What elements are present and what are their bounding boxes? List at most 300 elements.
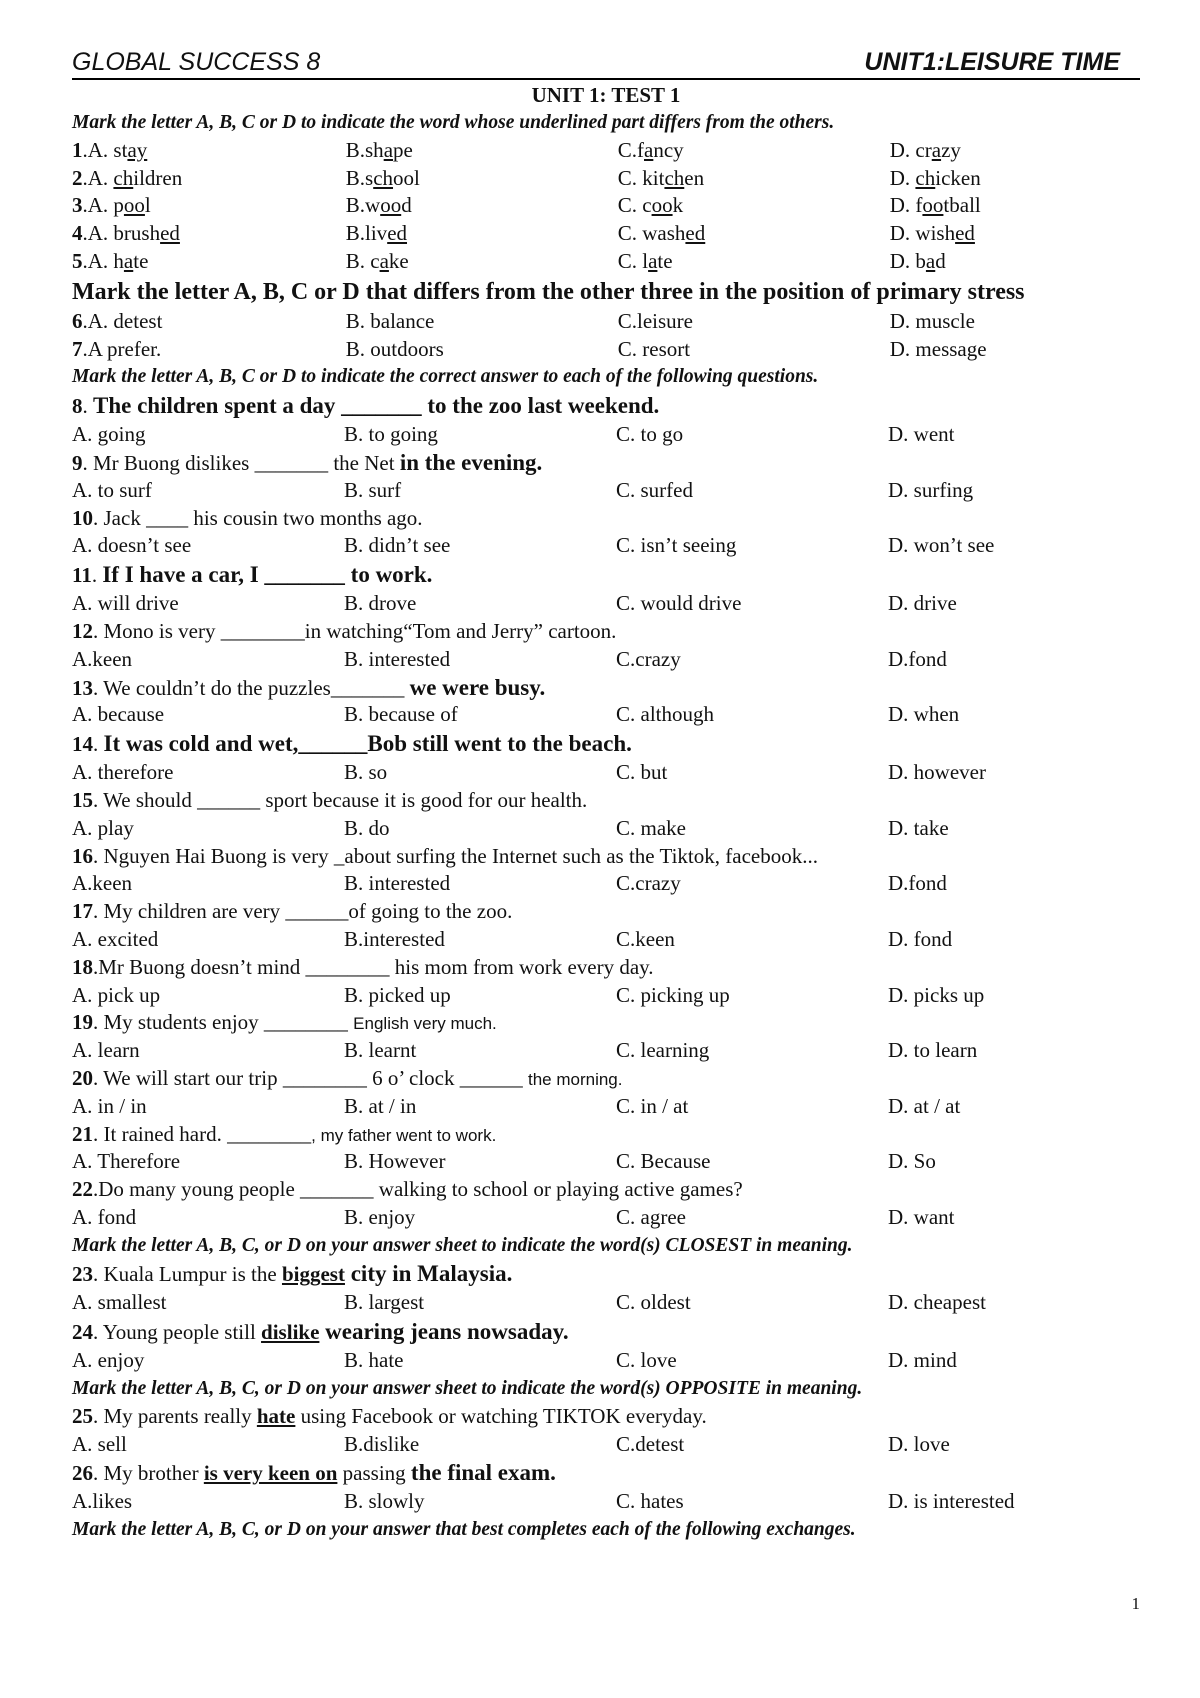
text-segment: B. c	[345, 248, 380, 273]
text-segment: We should ______ sport because it is good for our health.	[103, 787, 588, 812]
answer-option	[346, 137, 618, 165]
text-segment: C. l	[617, 248, 649, 273]
answer-options	[72, 590, 1140, 618]
text-segment: C.leisure	[617, 308, 693, 333]
answer-option	[616, 1289, 888, 1317]
answer-option	[72, 1488, 344, 1516]
page-number: 1	[1131, 1594, 1140, 1613]
text-segment: D. So	[888, 1149, 936, 1174]
text-segment: in the evening.	[399, 449, 543, 475]
text-segment: en	[684, 165, 705, 190]
answer-option	[72, 1431, 344, 1459]
text-segment: a	[925, 248, 936, 273]
question-stem: 2 . A. children B.school C. kitchen D. chicken	[72, 165, 1140, 193]
question-number: 26	[72, 1461, 93, 1486]
question-number: 4	[72, 221, 83, 246]
text-segment: tball	[943, 193, 981, 218]
text-segment: C. Because	[616, 1149, 711, 1174]
section-instruction: Mark the letter A, B, C or D to indicate the word whose underlined part differs from the others.	[72, 112, 835, 133]
header-left: GLOBAL SUCCESS 8	[72, 48, 321, 76]
text-segment: C. resort	[617, 336, 691, 361]
text-segment: B. at / in	[344, 1093, 417, 1118]
text-segment: oo	[380, 193, 402, 218]
question-number: 5	[72, 248, 83, 273]
answer-option	[344, 1037, 616, 1065]
text-segment: pe	[393, 137, 413, 162]
answer-option	[618, 248, 890, 276]
sections	[72, 109, 1140, 1544]
text-segment: B.interested	[344, 926, 445, 951]
text-segment: B. learnt	[344, 1038, 417, 1063]
answer-option	[72, 590, 344, 618]
answer-option	[616, 1204, 888, 1232]
text-segment: We couldn’t do the puzzles_______	[103, 675, 410, 700]
text-segment: ch	[113, 165, 134, 190]
text-segment: C.crazy	[616, 646, 681, 671]
question-stem: 11. If I have a car, I _______ to work.	[72, 562, 433, 588]
text-segment: It was cold and wet,______Bob still went to the beach.	[103, 731, 632, 757]
answer-option	[616, 815, 888, 843]
answer-option	[616, 982, 888, 1010]
answer-option	[88, 137, 346, 165]
text-segment: C. although	[616, 702, 714, 727]
text-segment: ke	[388, 248, 409, 273]
question-number: 14	[72, 732, 93, 757]
section-instruction: Mark the letter A, B, C or D to indicate the correct answer to each of the following questions.	[72, 366, 819, 388]
answer-option	[618, 220, 890, 248]
answer-options	[72, 532, 1140, 560]
answer-option	[890, 336, 1162, 364]
text-segment: ch	[915, 165, 936, 190]
text-segment: B. interested	[344, 646, 451, 671]
text-segment: is very keen on	[203, 1461, 338, 1486]
answer-option	[888, 1289, 1160, 1317]
answer-option	[888, 1431, 1160, 1459]
text-segment: A. therefore	[72, 760, 174, 785]
text-segment: D. b	[889, 248, 926, 273]
text-segment: We will start our trip ________ 6 o’ clock ______	[103, 1065, 528, 1090]
text-segment: passing	[337, 1461, 411, 1486]
text-segment: the morning.	[527, 1069, 623, 1089]
question-number: 9	[72, 450, 83, 475]
answer-option	[888, 1093, 1160, 1121]
text-segment: A. learn	[72, 1038, 140, 1063]
answer-option	[88, 336, 346, 364]
question-stem: 9. Mr Buong dislikes _______ the Net in the evening.	[72, 449, 543, 475]
answer-option	[344, 532, 616, 560]
answer-option	[888, 982, 1160, 1010]
text-segment: D. message	[889, 336, 987, 361]
text-segment: A. play	[72, 815, 134, 840]
text-segment: B. interested	[344, 871, 451, 896]
answer-option	[888, 701, 1160, 729]
question-stem: 4 . A. brushed B.lived C. washed D. wished	[72, 220, 1140, 248]
text-segment: B. balance	[345, 308, 435, 333]
question-stem: 15. We should ______ sport because it is good for our health.	[72, 787, 588, 812]
text-segment: C. would drive	[616, 591, 742, 616]
text-segment: Mr Buong dislikes _______ the Net	[93, 450, 400, 475]
answer-option	[888, 1488, 1160, 1516]
answer-option	[88, 248, 346, 276]
text-segment: C.f	[617, 137, 644, 162]
text-segment: B.sh	[345, 137, 384, 162]
text-segment: C. picking up	[616, 982, 730, 1007]
answer-option	[888, 532, 1160, 560]
text-segment: oo	[651, 193, 673, 218]
text-segment: zy	[941, 137, 961, 162]
answer-option	[72, 646, 344, 674]
answer-option	[344, 590, 616, 618]
answer-option	[618, 336, 890, 364]
answer-option	[616, 701, 888, 729]
text-segment: B.liv	[345, 221, 388, 246]
answer-option	[616, 532, 888, 560]
text-segment: The children spent a day _______ to the zoo last weekend.	[93, 393, 660, 419]
question-number: 20	[72, 1065, 93, 1090]
question-number: 24	[72, 1320, 93, 1345]
question-number: 11	[72, 563, 92, 588]
text-segment: B. outdoors	[345, 336, 444, 361]
text-segment: biggest	[281, 1262, 345, 1287]
text-segment: B. However	[344, 1149, 446, 1174]
question-number: 22	[72, 1177, 93, 1202]
question-number: 13	[72, 675, 93, 700]
text-segment: C. oldest	[616, 1290, 691, 1315]
question-number: 21	[72, 1121, 93, 1146]
answer-option	[346, 308, 618, 336]
question-stem: 8. The children spent a day _______ to the zoo last weekend.	[72, 393, 660, 419]
question-stem: 1 . A. stay B.shape C.fancy D. crazy	[72, 137, 1140, 165]
text-segment: D. want	[888, 1204, 955, 1229]
question-stem: 3 . A. pool B.wood C. cook D. football	[72, 192, 1140, 220]
text-segment: Young people still	[102, 1320, 262, 1345]
text-segment: My parents really	[103, 1403, 257, 1428]
answer-option	[888, 1204, 1160, 1232]
section-instruction: Mark the letter A, B, C or D that differs from the other three in the position of primary stress	[72, 278, 1025, 305]
text-segment: a	[379, 248, 389, 273]
text-segment: B. slowly	[344, 1489, 425, 1514]
answer-options	[72, 477, 1140, 505]
text-segment: A. going	[72, 422, 146, 447]
answer-option	[344, 1488, 616, 1516]
text-segment: wearing jeans nowsaday.	[319, 1319, 569, 1345]
text-segment: D. when	[888, 702, 960, 727]
answer-options	[72, 1093, 1140, 1121]
answer-option	[890, 137, 1162, 165]
answer-option	[890, 220, 1162, 248]
answer-options	[88, 336, 1162, 364]
answer-option	[72, 1037, 344, 1065]
answer-option	[344, 1093, 616, 1121]
answer-option	[344, 982, 616, 1010]
text-segment: B. drove	[344, 591, 417, 616]
answer-option	[72, 982, 344, 1010]
text-segment: A.keen	[72, 871, 133, 896]
answer-options	[88, 220, 1162, 248]
answer-options	[72, 926, 1140, 954]
text-segment: D. went	[888, 422, 955, 447]
text-segment: D. f	[889, 193, 923, 218]
answer-option	[344, 926, 616, 954]
text-segment: A. excited	[72, 926, 159, 951]
answer-options	[72, 1037, 1140, 1065]
text-segment: city in Malaysia.	[344, 1261, 513, 1287]
text-segment: A.	[87, 165, 114, 190]
answer-option	[88, 220, 346, 248]
text-segment: oo	[123, 193, 145, 218]
answer-option	[344, 759, 616, 787]
text-segment: If I have a car, I _______ to work.	[102, 562, 433, 588]
question-number: 6	[72, 308, 83, 333]
answer-option	[616, 1347, 888, 1375]
answer-options	[72, 1148, 1140, 1176]
answer-option	[72, 759, 344, 787]
text-segment: A. sell	[72, 1431, 127, 1456]
answer-options	[72, 1347, 1140, 1375]
text-segment: B. enjoy	[344, 1204, 416, 1229]
text-segment: C. learning	[616, 1038, 710, 1063]
answer-option	[72, 477, 344, 505]
text-segment: D. picks up	[888, 982, 985, 1007]
answer-option	[72, 532, 344, 560]
text-segment: A.likes	[72, 1489, 133, 1514]
question-number: 2	[72, 165, 83, 190]
question-stem: 13. We couldn’t do the puzzles_______ we were busy.	[72, 674, 546, 700]
answer-option	[616, 926, 888, 954]
question-number: 25	[72, 1403, 93, 1428]
text-segment: C. isn’t seeing	[616, 533, 737, 558]
text-segment: Jack ____ his cousin two months ago.	[103, 505, 423, 530]
answer-options	[72, 759, 1140, 787]
answer-option	[72, 421, 344, 449]
answer-option	[88, 192, 346, 220]
text-segment: C.detest	[616, 1431, 685, 1456]
text-segment: a	[123, 248, 134, 273]
answer-option	[72, 1204, 344, 1232]
text-segment: A. detest	[87, 308, 163, 333]
question-stem: 23. Kuala Lumpur is the biggest city in Malaysia.	[72, 1261, 513, 1287]
answer-option	[888, 590, 1160, 618]
question-stem: 16. Nguyen Hai Buong is very _about surfing the Internet such as the Tiktok, facebook...	[72, 843, 818, 868]
answer-option	[344, 815, 616, 843]
text-segment: l	[144, 193, 151, 218]
text-segment: D. is interested	[888, 1489, 1015, 1514]
text-segment: C. surfed	[616, 477, 693, 502]
answer-option	[890, 192, 1162, 220]
text-segment: B. didn’t see	[344, 533, 451, 558]
answer-option	[890, 308, 1162, 336]
answer-option	[616, 646, 888, 674]
text-segment: C. in / at	[616, 1093, 689, 1118]
answer-option	[616, 421, 888, 449]
text-segment: C. make	[616, 815, 686, 840]
answer-option	[616, 1037, 888, 1065]
text-segment: C. hates	[616, 1489, 684, 1514]
answer-option	[88, 308, 346, 336]
question-stem: 19. My students enjoy ________ English very much.	[72, 1010, 497, 1035]
test-content	[72, 82, 1140, 1544]
answer-option	[616, 1431, 888, 1459]
text-segment: A. st	[87, 137, 128, 162]
answer-option	[344, 1289, 616, 1317]
text-segment: we were busy.	[409, 674, 546, 700]
page-header	[72, 44, 1140, 80]
text-segment: the final exam.	[410, 1460, 556, 1486]
text-segment: hate	[256, 1403, 296, 1428]
text-segment: A. will drive	[72, 591, 179, 616]
text-segment: D. at / at	[888, 1093, 961, 1118]
answer-option	[888, 421, 1160, 449]
text-segment: D. take	[888, 815, 949, 840]
text-segment: A. doesn’t see	[72, 533, 192, 558]
answer-options	[88, 308, 1162, 336]
question-stem: 6 . A. detest B. balance C.leisure D. muscle	[72, 308, 1140, 336]
question-stem: 14. It was cold and wet,______Bob still went to the beach.	[72, 731, 632, 757]
text-segment: Nguyen Hai Buong is very _about surfing the Internet such as the Tiktok, facebook...	[103, 843, 818, 868]
text-segment: dislike	[261, 1320, 320, 1345]
text-segment: C. wash	[617, 221, 686, 246]
answer-option	[616, 759, 888, 787]
text-segment: D. won’t see	[888, 533, 995, 558]
text-segment: C. but	[616, 760, 668, 785]
text-segment: te	[133, 248, 149, 273]
text-segment: Do many young people _______ walking to school or playing active games?	[98, 1177, 743, 1202]
answer-option	[616, 590, 888, 618]
text-segment: D. to learn	[888, 1038, 978, 1063]
answer-option	[890, 248, 1162, 276]
answer-option	[616, 1488, 888, 1516]
text-segment: C.keen	[616, 926, 675, 951]
question-stem: 25. My parents really hate using Facebook or watching TIKTOK everyday.	[72, 1403, 707, 1428]
text-segment: C.crazy	[616, 871, 681, 896]
text-segment: A prefer.	[87, 336, 162, 361]
answer-option	[72, 1347, 344, 1375]
text-segment: ed	[160, 221, 180, 246]
text-segment: k	[672, 193, 684, 218]
text-segment: A. fond	[72, 1204, 137, 1229]
text-segment: A. enjoy	[72, 1348, 145, 1373]
test-title: UNIT 1: TEST 1	[531, 83, 681, 107]
text-segment: oo	[922, 193, 944, 218]
text-segment: My children are very ______of going to the zoo.	[103, 899, 513, 924]
section-instruction: Mark the letter A, B, C, or D on your answer that best completes each of the following exchanges.	[72, 1519, 856, 1541]
text-segment: D. fond	[888, 926, 953, 951]
text-segment: C. agree	[616, 1204, 686, 1229]
text-segment: C. kit	[617, 165, 665, 190]
answer-options	[72, 1488, 1140, 1516]
text-segment: D. cr	[889, 137, 932, 162]
answer-option	[888, 870, 1160, 898]
answer-option	[346, 220, 618, 248]
question-stem: 21. It rained hard. ________, my father went to work.	[72, 1121, 497, 1146]
answer-option	[72, 1093, 344, 1121]
answer-options	[72, 982, 1140, 1010]
text-segment: D.fond	[888, 646, 947, 671]
answer-option	[618, 308, 890, 336]
text-segment: B. to going	[344, 422, 438, 447]
section-instruction: Mark the letter A, B, C, or D on your answer sheet to indicate the word(s) OPPOSITE in meaning.	[72, 1378, 863, 1400]
text-segment: A. pick up	[72, 982, 161, 1007]
answer-option	[344, 1148, 616, 1176]
text-segment: A. Therefore	[72, 1149, 181, 1174]
text-segment: B.dislike	[344, 1431, 420, 1456]
answer-option	[888, 1148, 1160, 1176]
text-segment: ed	[685, 221, 706, 246]
question-stem: 10. Jack ____ his cousin two months ago.	[72, 505, 423, 530]
text-segment: My brother	[103, 1461, 204, 1486]
text-segment: ed	[955, 221, 975, 246]
text-segment: D.fond	[888, 871, 947, 896]
answer-option	[344, 1431, 616, 1459]
text-segment: ay	[127, 137, 148, 162]
answer-option	[344, 1204, 616, 1232]
question-number: 12	[72, 618, 93, 643]
text-segment: using Facebook or watching TIKTOK everyday.	[295, 1403, 707, 1428]
text-segment: English very much.	[353, 1014, 497, 1034]
answer-option	[888, 646, 1160, 674]
text-segment: B. so	[344, 760, 388, 785]
text-segment: D. mind	[888, 1348, 957, 1373]
text-segment: a	[648, 248, 658, 273]
text-segment: ncy	[653, 137, 684, 162]
text-segment: B. largest	[344, 1290, 425, 1315]
question-number: 8	[72, 394, 83, 419]
question-stem: 20. We will start our trip ________ 6 o’ clock ______ the morning.	[72, 1065, 623, 1090]
answer-option	[888, 1347, 1160, 1375]
text-segment: D. however	[888, 760, 986, 785]
answer-option	[72, 870, 344, 898]
text-segment: My students enjoy ________	[103, 1010, 354, 1035]
text-segment: A. because	[72, 702, 165, 727]
question-number: 19	[72, 1010, 93, 1035]
question-stem: 17. My children are very ______of going to the zoo.	[72, 899, 513, 924]
answer-option	[346, 165, 618, 193]
answer-option	[616, 1093, 888, 1121]
text-segment: Mr Buong doesn’t mind ________ his mom from work every day.	[98, 954, 654, 979]
text-segment: A. p	[87, 193, 124, 218]
answer-options	[72, 870, 1140, 898]
answer-option	[344, 646, 616, 674]
answer-options	[72, 1431, 1140, 1459]
header-right: UNIT1:LEISURE TIME	[864, 48, 1120, 76]
text-segment: ch	[373, 165, 394, 190]
answer-option	[346, 192, 618, 220]
answer-option	[344, 421, 616, 449]
text-segment: C. to go	[616, 422, 684, 447]
text-segment: A.keen	[72, 646, 133, 671]
answer-option	[888, 477, 1160, 505]
text-segment: B.s	[345, 165, 374, 190]
question-number: 1	[72, 137, 83, 162]
text-segment: It rained hard. ________	[103, 1121, 312, 1146]
text-segment: D. wish	[889, 221, 956, 246]
answer-option	[72, 926, 344, 954]
answer-option	[618, 192, 890, 220]
text-segment: D. surfing	[888, 477, 974, 502]
answer-option	[888, 1037, 1160, 1065]
text-segment: A. smallest	[72, 1290, 167, 1315]
text-segment: te	[657, 248, 673, 273]
text-segment: ch	[664, 165, 685, 190]
text-segment: D. love	[888, 1431, 950, 1456]
text-segment: ildren	[133, 165, 183, 190]
answer-options	[72, 1289, 1140, 1317]
question-number: 17	[72, 899, 93, 924]
text-segment: D. muscle	[889, 308, 975, 333]
answer-options	[72, 1204, 1140, 1232]
text-segment: B.w	[345, 193, 381, 218]
text-segment: icken	[935, 165, 981, 190]
